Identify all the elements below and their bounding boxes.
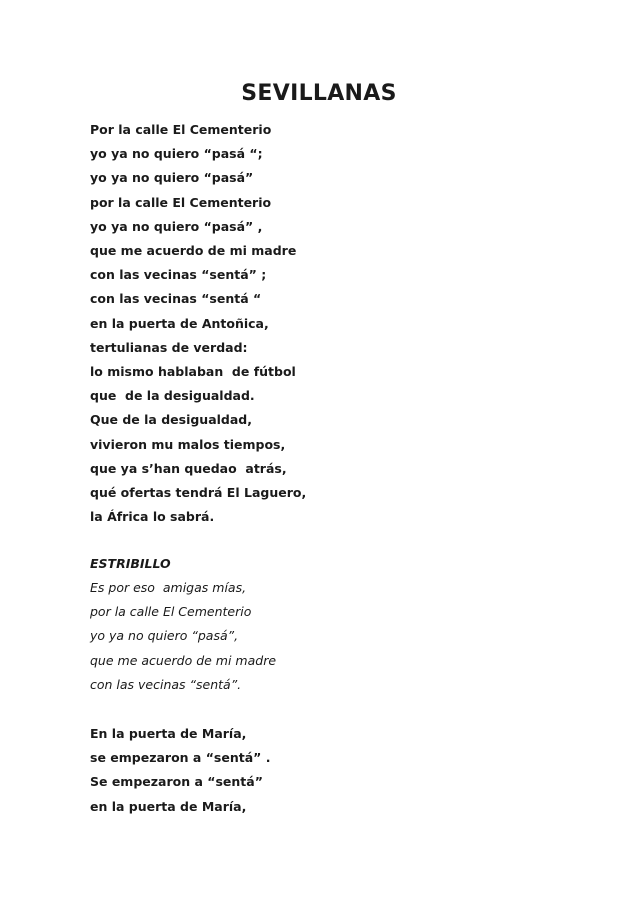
chorus-line: Es por eso amigas mías, <box>90 580 247 595</box>
verse-line: en la puerta de Antoñica, <box>90 315 269 331</box>
verse-line: con las vecinas “sentá “ <box>90 291 262 307</box>
chorus-line: con las vecinas “sentá”. <box>90 676 242 692</box>
chorus-line: por la calle El Cementerio <box>90 604 252 620</box>
verse-line: Por la calle El Cementerio <box>90 122 272 137</box>
verse-line: tertulianas de verdad: <box>90 339 248 355</box>
verse-1 <box>90 118 306 529</box>
verse-line: en la puerta de María, <box>90 798 247 814</box>
verse-line: yo ya no quiero “pasá” , <box>90 218 263 234</box>
verse-line: En la puerta de María, <box>90 726 247 741</box>
verse-line: que de la desigualdad. <box>90 388 255 404</box>
verse-line: se empezaron a “sentá” . <box>90 750 271 766</box>
verse-line: yo ya no quiero “pasá” <box>90 170 254 186</box>
verse-2 <box>90 722 270 819</box>
chorus-heading: ESTRIBILLO <box>90 556 171 571</box>
chorus-line: yo ya no quiero “pasá”, <box>90 628 239 644</box>
verse-line: con las vecinas “sentá” ; <box>90 267 267 283</box>
verse-line: Se empezaron a “sentá” <box>90 774 263 790</box>
verse-line: Que de la desigualdad, <box>90 412 252 428</box>
verse-line: vivieron mu malos tiempos, <box>90 436 286 452</box>
verse-line: la África lo sabrá. <box>90 509 215 525</box>
verse-line: qué ofertas tendrá El Laguero, <box>90 485 307 501</box>
page-title: SEVILLANAS <box>241 81 397 106</box>
chorus <box>90 576 276 697</box>
verse-line: que me acuerdo de mi madre <box>90 243 297 259</box>
verse-line: lo mismo hablaban de fútbol <box>90 364 296 380</box>
verse-line: por la calle El Cementerio <box>90 194 272 210</box>
verse-line: yo ya no quiero “pasá “; <box>90 146 263 162</box>
verse-line: que ya s’han quedao atrás, <box>90 460 287 476</box>
chorus-line: que me acuerdo de mi madre <box>90 652 277 668</box>
